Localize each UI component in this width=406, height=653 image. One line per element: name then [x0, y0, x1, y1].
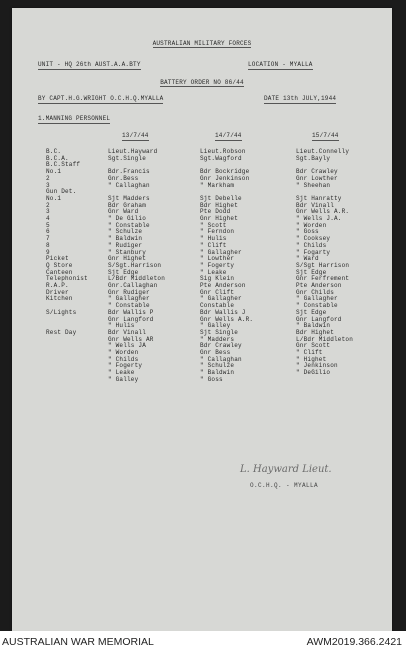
roster-duty-label: No.1	[46, 194, 62, 202]
document-title: AUSTRALIAN MILITARY FORCES	[152, 40, 252, 47]
roster-cell: " Schulze	[108, 228, 143, 236]
roster-cell: Gnr Bess	[200, 349, 231, 356]
roster-cell: Sjt Debelle	[200, 194, 242, 202]
roster-duty-label: Q Store	[46, 261, 73, 269]
roster-cell: " Callaghan	[108, 181, 150, 189]
roster-duty-label: 9	[46, 248, 50, 256]
roster-cell: Sgt.Wagford	[200, 154, 242, 162]
footer-accession: AWM2019.366.2421	[306, 636, 402, 648]
roster-cell: Bdr Wallis J	[200, 308, 246, 316]
section-heading: 1.MANNING PERSONNEL	[38, 115, 111, 122]
roster-cell: " Sheehan	[296, 181, 331, 189]
roster-cell: " Leake	[200, 268, 227, 276]
roster-duty-label: Driver	[46, 288, 69, 296]
roster-duty-label: Kitchen	[46, 295, 73, 303]
roster-cell: Gnr Lowther	[296, 174, 338, 182]
roster-cell: " Goss	[200, 375, 223, 383]
roster-cell: Gnr Highet	[200, 215, 239, 222]
roster-cell: L/Bdr Middleton	[296, 335, 354, 343]
roster-cell: Sgt.Single	[108, 154, 147, 162]
roster-cell: Bdr Highet	[200, 201, 239, 209]
roster-cell: Gnr.Callaghan	[108, 282, 158, 289]
roster-cell: Sjt Edge	[296, 308, 327, 316]
roster-cell: " Childs	[296, 241, 327, 249]
roster-cell: Pte Anderson	[296, 282, 342, 289]
roster-duty-label: 8	[46, 241, 50, 249]
roster-cell: " Childs	[108, 355, 139, 363]
roster-cell: Pte Anderson	[200, 282, 246, 289]
roster-cell: " Highet	[296, 355, 327, 363]
roster-duty-label: No.1	[46, 168, 62, 176]
roster-cell: " Rudiger	[108, 241, 143, 249]
roster-duty-label: R.A.P.	[46, 282, 69, 289]
roster-cell: " Gallagher	[108, 295, 150, 303]
roster-cell: L/Bdr Middleton	[108, 275, 166, 283]
roster-cell: Constable	[200, 302, 235, 310]
roster-cell: Gnr Wells A.R.	[296, 208, 350, 216]
roster-duty-label: Canteen	[46, 268, 73, 276]
roster-cell: Bdr Wallis P	[108, 308, 154, 316]
footer-bar	[0, 631, 406, 653]
roster-cell: Pte Dodd	[200, 208, 231, 216]
roster-cell: Gnr Langford	[296, 315, 342, 323]
roster-cell: Gnr Jenkinson	[200, 174, 250, 182]
roster-cell: " Gallagher	[296, 295, 338, 303]
roster-duty-label: 2	[46, 201, 50, 209]
by-line: BY CAPT.H.G.WRIGHT O.C.H.Q.MYALLA	[38, 95, 164, 102]
roster-cell: Gnr.Bess	[108, 174, 139, 182]
roster-duty-label: B.C.A.	[46, 154, 69, 162]
roster-cell: " Galley	[108, 375, 139, 383]
roster-duty-label: 7	[46, 235, 50, 243]
roster-cell: " De Gilio	[108, 215, 147, 222]
roster-cell: " Constable	[108, 302, 150, 310]
date-heading-3: 15/7/44	[312, 132, 339, 139]
roster-cell: " Goss	[296, 228, 319, 236]
date-line: DATE 13th JULY,1944	[264, 95, 337, 102]
roster-cell: Gnr Clift	[200, 288, 235, 296]
roster-duty-label: Picket	[46, 255, 69, 263]
roster-cell: " Ward	[296, 255, 319, 263]
roster-cell: " Galley	[200, 322, 231, 330]
roster-cell: " Baldwin	[200, 369, 235, 377]
roster-cell: " Madders	[200, 335, 235, 343]
roster-cell: " Clift	[200, 241, 227, 249]
roster-cell: Bdr Highet	[296, 328, 335, 336]
roster-cell: " Constable	[296, 302, 338, 310]
roster-duty-label: 4	[46, 215, 50, 222]
roster-cell: " Wells JA	[108, 342, 147, 350]
roster-cell: " Markham	[200, 181, 235, 189]
roster-cell: " Gallagher	[200, 295, 242, 303]
roster-cell: Gnr Wells AR	[108, 335, 154, 343]
footer-credit: AUSTRALIAN WAR MEMORIAL	[2, 636, 154, 648]
roster-cell: " Scott	[200, 221, 227, 229]
roster-cell: " Worden	[108, 349, 139, 356]
document-sheet	[12, 8, 392, 631]
roster-cell: Sjt Edge	[108, 268, 139, 276]
signature-role: O.C.H.Q. - MYALLA	[250, 482, 319, 489]
roster-duty-label: B.C.Staff	[46, 161, 81, 169]
roster-cell: " Stanbury	[108, 248, 147, 256]
roster-cell: " Fogerty	[108, 362, 143, 370]
roster-duty-label: 3	[46, 181, 50, 189]
roster-duty-label: 6	[46, 228, 50, 236]
roster-cell: " Callaghan	[200, 355, 242, 363]
date-heading-1: 13/7/44	[122, 132, 149, 139]
unit-line: UNIT - HQ 26th AUST.A.A.BTY	[38, 61, 141, 68]
roster-cell: Bdr Vinall	[108, 328, 147, 336]
roster-cell: " Clift	[296, 349, 323, 356]
roster-cell: Sgt.Bayly	[296, 154, 331, 162]
roster-cell: " Fogarty	[296, 248, 331, 256]
roster-cell: Bdr Vinall	[296, 201, 335, 209]
roster-duty-label: Telephonist	[46, 275, 88, 283]
roster-cell: Gnr Ward	[108, 208, 139, 216]
roster-cell: " Baldwin	[296, 322, 331, 330]
roster-cell: Gnr Wells A.R.	[200, 315, 254, 323]
roster-cell: S/Sgt.Harrison	[108, 261, 162, 269]
roster-duty-label: Rest Day	[46, 328, 77, 336]
roster-duty-label: 5	[46, 221, 50, 229]
roster-duty-label: Gun Det.	[46, 188, 77, 196]
roster-duty-label: S/Lights	[46, 308, 77, 316]
signature: L. Hayward Lieut.	[240, 464, 332, 475]
roster-cell: " Ferndon	[200, 228, 235, 236]
roster-cell: " DeGilio	[296, 369, 331, 377]
roster-cell: Sjt Edge	[296, 268, 327, 276]
roster-cell: Lieut.Connelly	[296, 148, 350, 155]
roster-cell: Gnr Childs	[296, 288, 335, 296]
roster-cell: Bdr.Francis	[108, 168, 150, 176]
date-heading-2: 14/7/44	[215, 132, 242, 139]
location-line: LOCATION - MYALLA	[248, 61, 313, 68]
roster-cell: Gnr Rudiger	[108, 288, 150, 296]
roster-cell: " Fogerty	[200, 261, 235, 269]
roster-cell: " Schulze	[200, 362, 235, 370]
roster-cell: Lieut.Robson	[200, 148, 246, 155]
roster-cell: " Baldwin	[108, 235, 143, 243]
roster-cell: Sjt Madders	[108, 194, 150, 202]
roster-cell: Lieut.Hayward	[108, 148, 158, 155]
roster-cell: " Worden	[296, 221, 327, 229]
roster-cell: " Hulis	[108, 322, 135, 330]
roster-cell: " Leake	[108, 369, 135, 377]
battery-order: BATTERY ORDER NO 86/44	[160, 79, 244, 86]
roster-cell: " Lowther	[200, 255, 235, 263]
roster-duty-label: 2	[46, 174, 50, 182]
roster-cell: Bdr Crawley	[296, 168, 338, 176]
roster-cell: Gnr Scott	[296, 342, 331, 350]
roster-cell: Sjt Single	[200, 328, 239, 336]
roster-cell: Sig Klein	[200, 275, 235, 283]
roster-cell: S/Sgt Harrison	[296, 261, 350, 269]
roster-cell: Bdr Crawley	[200, 342, 242, 350]
roster-cell: Gnr Highet	[108, 255, 147, 263]
roster-cell: Bdr Graham	[108, 201, 147, 209]
roster-cell: " Cooksey	[296, 235, 331, 243]
roster-cell: " Gallagher	[200, 248, 242, 256]
roster-cell: Gnr Langford	[108, 315, 154, 323]
roster-cell: Gnr Ferfrement	[296, 275, 350, 283]
roster-duty-label: 3	[46, 208, 50, 216]
roster-cell: " Hulis	[200, 235, 227, 243]
roster-duty-label: B.C.	[46, 148, 62, 155]
roster-cell: Bdr Bockridge	[200, 168, 250, 176]
roster-cell: " Constable	[108, 221, 150, 229]
roster-cell: " Jenkinson	[296, 362, 338, 370]
roster-cell: Sjt Hanratty	[296, 194, 342, 202]
roster-cell: " Wells J.A.	[296, 215, 342, 222]
